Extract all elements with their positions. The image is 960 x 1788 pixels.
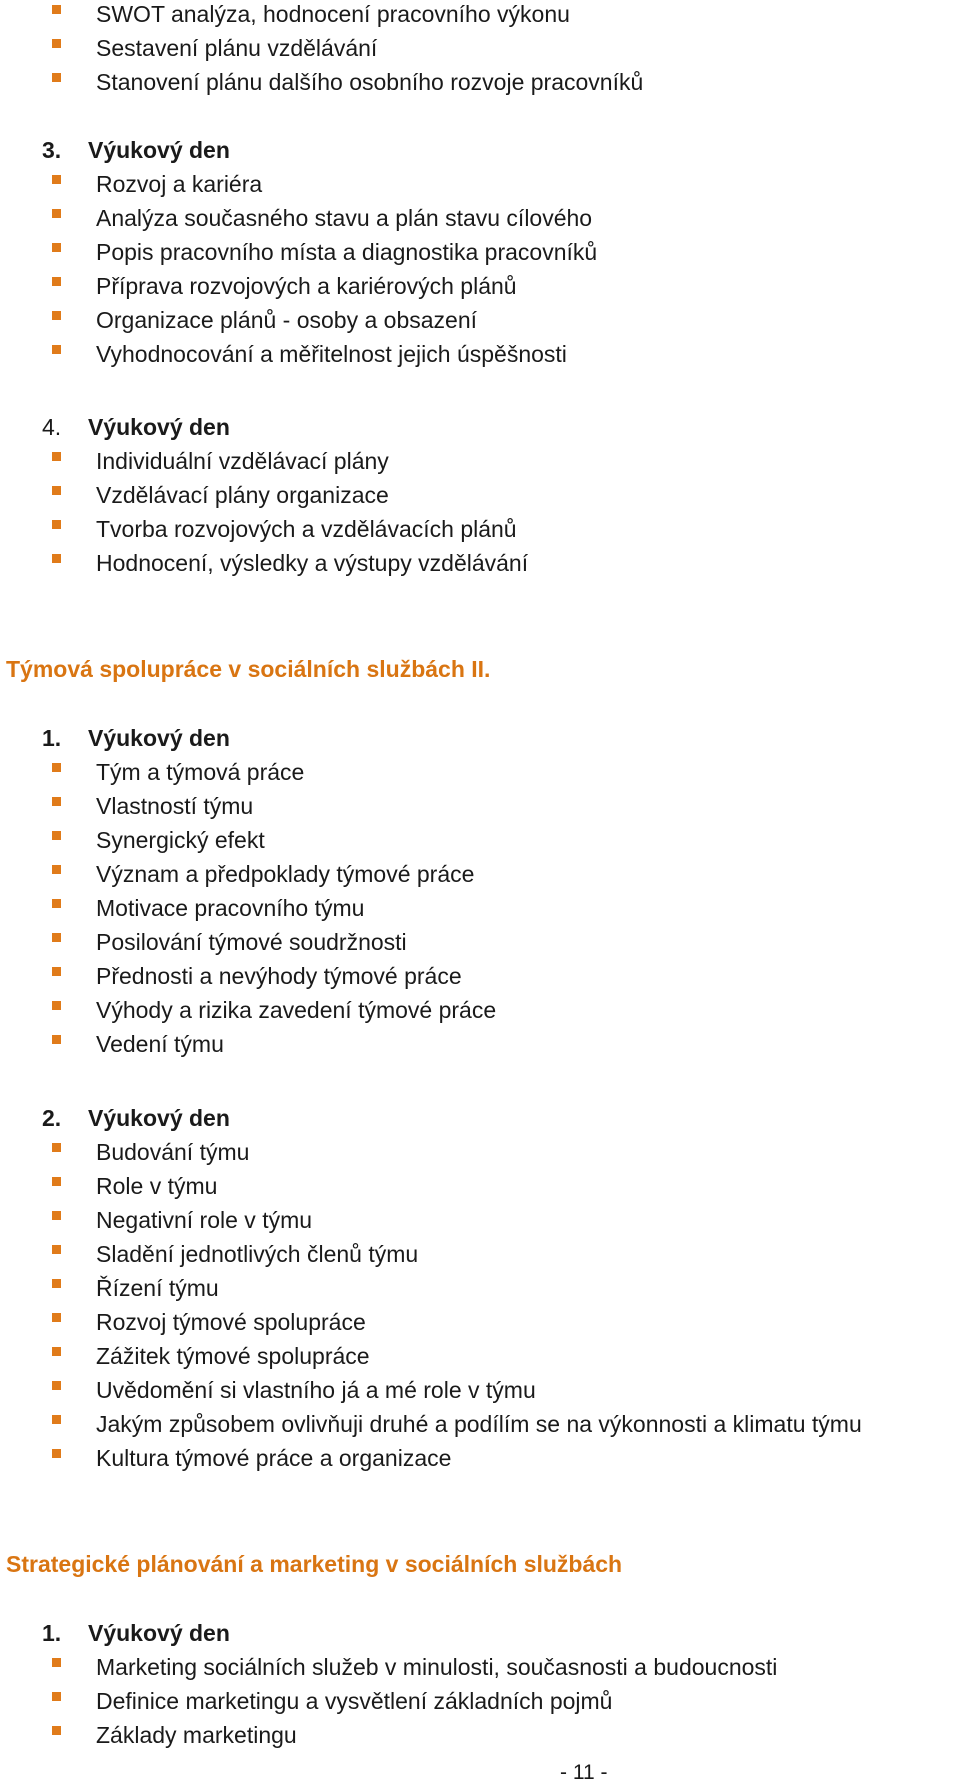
list-item: Sladění jednotlivých členů týmu: [52, 1237, 418, 1271]
list-item: Základy marketingu: [52, 1718, 297, 1752]
list-item: Význam a předpoklady týmové práce: [52, 857, 474, 891]
square-bullet-icon: [52, 345, 61, 354]
square-bullet-icon: [52, 933, 61, 942]
list-item: Vzdělávací plány organizace: [52, 478, 389, 512]
list-item: Hodnocení, výsledky a výstupy vzdělávání: [52, 546, 528, 580]
square-bullet-icon: [52, 73, 61, 82]
day-heading: 2. Výukový den: [42, 1105, 230, 1131]
square-bullet-icon: [52, 1415, 61, 1424]
square-bullet-icon: [52, 486, 61, 495]
list-item: Individuální vzdělávací plány: [52, 444, 389, 478]
list-item: Přednosti a nevýhody týmové práce: [52, 959, 462, 993]
day-heading: 1. Výukový den: [42, 725, 230, 751]
list-item: Výhody a rizika zavedení týmové práce: [52, 993, 496, 1027]
square-bullet-icon: [52, 1726, 61, 1735]
square-bullet-icon: [52, 520, 61, 529]
square-bullet-icon: [52, 175, 61, 184]
square-bullet-icon: [52, 1177, 61, 1186]
list-item: Příprava rozvojových a kariérových plánů: [52, 269, 517, 303]
section-title: Týmová spolupráce v sociálních službách II.: [6, 656, 491, 682]
list-item: Budování týmu: [52, 1135, 249, 1169]
square-bullet-icon: [52, 554, 61, 563]
list-item: Řízení týmu: [52, 1271, 219, 1305]
square-bullet-icon: [52, 831, 61, 840]
square-bullet-icon: [52, 5, 61, 14]
square-bullet-icon: [52, 1347, 61, 1356]
list-item: Marketing sociálních služeb v minulosti, současnosti a budoucnosti: [52, 1650, 777, 1684]
square-bullet-icon: [52, 243, 61, 252]
square-bullet-icon: [52, 1692, 61, 1701]
square-bullet-icon: [52, 797, 61, 806]
square-bullet-icon: [52, 277, 61, 286]
square-bullet-icon: [52, 967, 61, 976]
day-heading: 1. Výukový den: [42, 1620, 230, 1646]
square-bullet-icon: [52, 1381, 61, 1390]
day-heading: 3. Výukový den: [42, 137, 230, 163]
square-bullet-icon: [52, 1035, 61, 1044]
page-number: - 11 -: [560, 1761, 608, 1784]
list-item: Popis pracovního místa a diagnostika pracovníků: [52, 235, 597, 269]
list-item: SWOT analýza, hodnocení pracovního výkonu: [52, 0, 570, 31]
square-bullet-icon: [52, 1211, 61, 1220]
square-bullet-icon: [52, 865, 61, 874]
list-item: Analýza současného stavu a plán stavu cílového: [52, 201, 592, 235]
square-bullet-icon: [52, 1449, 61, 1458]
square-bullet-icon: [52, 1313, 61, 1322]
list-item: Vyhodnocování a měřitelnost jejich úspěšnosti: [52, 337, 567, 371]
list-item: Rozvoj a kariéra: [52, 167, 262, 201]
square-bullet-icon: [52, 39, 61, 48]
square-bullet-icon: [52, 899, 61, 908]
list-item: Rozvoj týmové spolupráce: [52, 1305, 366, 1339]
list-item: Vedení týmu: [52, 1027, 224, 1061]
square-bullet-icon: [52, 311, 61, 320]
list-item: Uvědomění si vlastního já a mé role v týmu: [52, 1373, 536, 1407]
list-item: Kultura týmové práce a organizace: [52, 1441, 451, 1475]
square-bullet-icon: [52, 1658, 61, 1667]
list-item: Tvorba rozvojových a vzdělávacích plánů: [52, 512, 517, 546]
list-item: Sestavení plánu vzdělávání: [52, 31, 377, 65]
list-item: Zážitek týmové spolupráce: [52, 1339, 370, 1373]
list-item: Stanovení plánu dalšího osobního rozvoje pracovníků: [52, 65, 643, 99]
list-item: Jakým způsobem ovlivňuji druhé a podílím se na výkonnosti a klimatu týmu: [52, 1407, 862, 1441]
list-item: Tým a týmová práce: [52, 755, 304, 789]
list-item: Organizace plánů - osoby a obsazení: [52, 303, 477, 337]
square-bullet-icon: [52, 209, 61, 218]
list-item: Negativní role v týmu: [52, 1203, 312, 1237]
square-bullet-icon: [52, 1001, 61, 1010]
list-item: Posilování týmové soudržnosti: [52, 925, 407, 959]
square-bullet-icon: [52, 452, 61, 461]
list-item: Synergický efekt: [52, 823, 265, 857]
square-bullet-icon: [52, 763, 61, 772]
day-heading: 4. Výukový den: [42, 414, 230, 440]
list-item: Motivace pracovního týmu: [52, 891, 364, 925]
section-title: Strategické plánování a marketing v sociálních službách: [6, 1551, 623, 1577]
square-bullet-icon: [52, 1279, 61, 1288]
list-item: Vlastností týmu: [52, 789, 253, 823]
list-item: Definice marketingu a vysvětlení základních pojmů: [52, 1684, 612, 1718]
square-bullet-icon: [52, 1143, 61, 1152]
list-item: Role v týmu: [52, 1169, 217, 1203]
square-bullet-icon: [52, 1245, 61, 1254]
